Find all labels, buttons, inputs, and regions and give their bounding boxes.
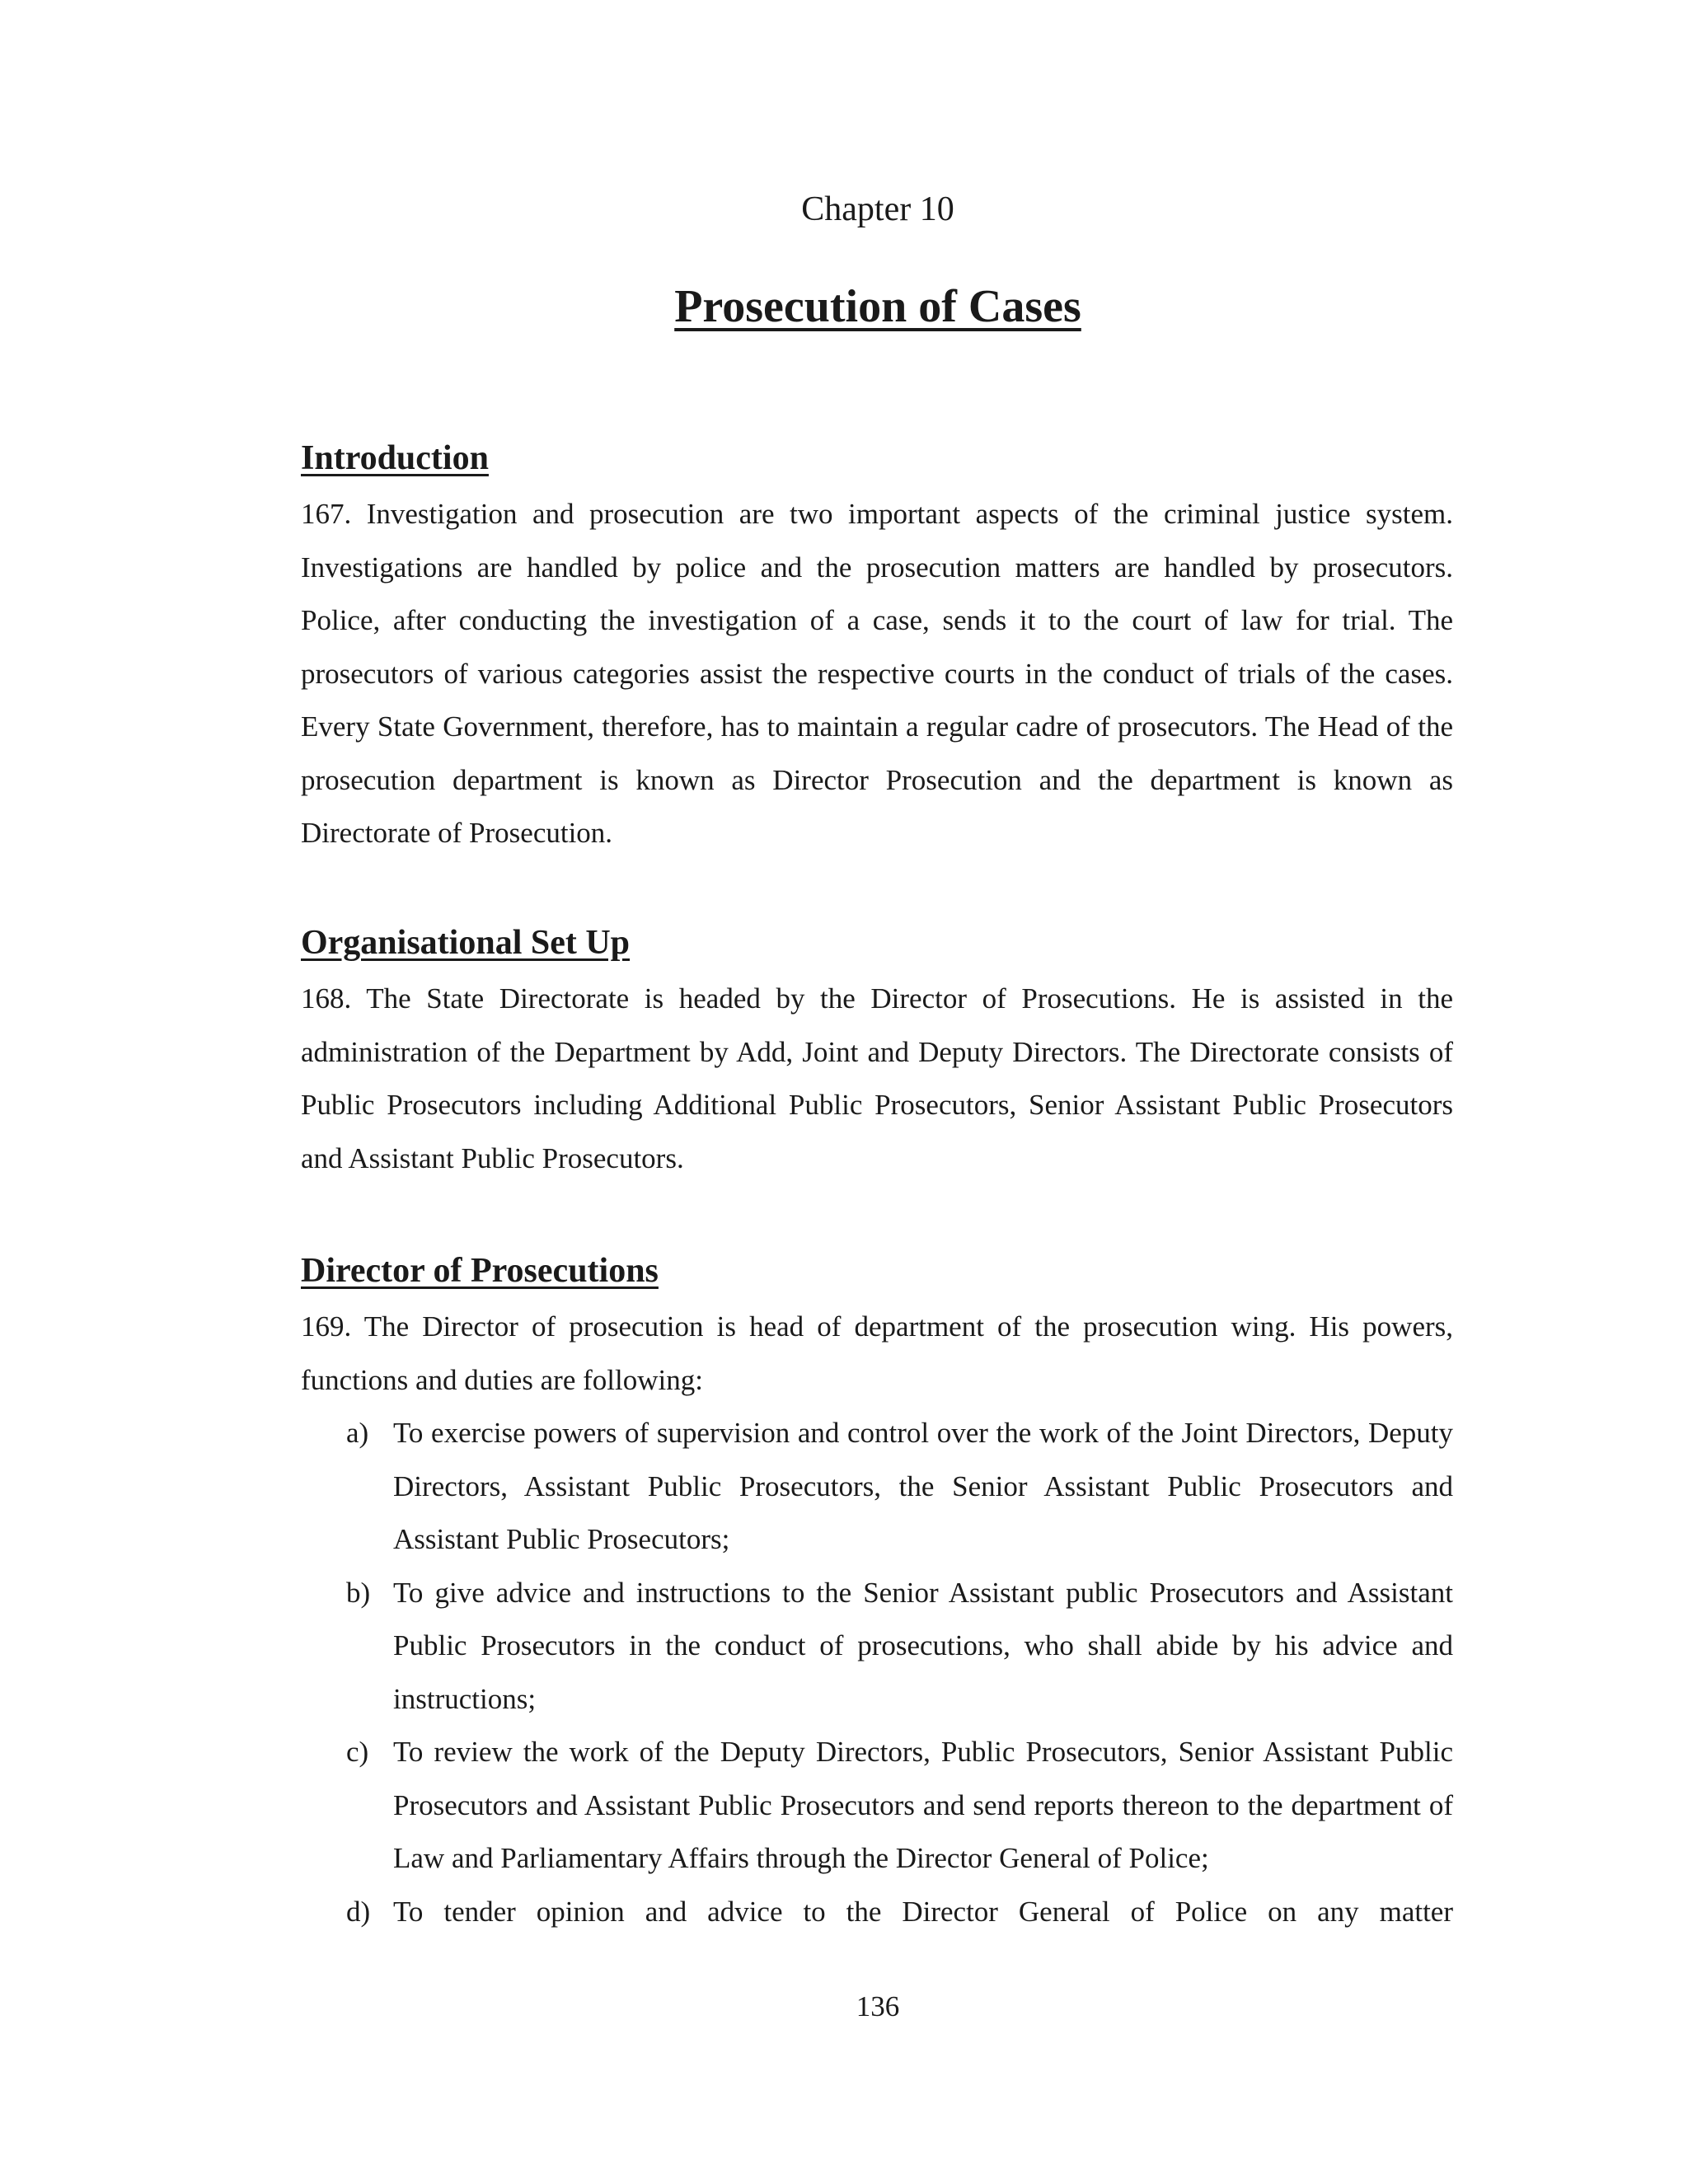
list-item [301, 1886, 1453, 1939]
section-heading-director-of-prosecutions: Director of Prosecutions [301, 1252, 659, 1290]
section-introduction [301, 434, 1453, 860]
section-organisational-set-up [301, 918, 1453, 1185]
page-number: 136 [856, 1990, 900, 2022]
paragraph-167: 167. Investigation and prosecution are two important aspects of the criminal justice system. Investigations are handled by police and the prosecution matters are handled by prosecutors. Police, after conducting the investigation of a case, sends it to the court of law for trial. The prosecutors of various categories assist the respective courts in the conduct of trials of the cases. Every State Government, therefore, has to maintain a regular cadre of prosecutors. The Head of the prosecution department is known as Director Prosecution and the department is known as Directorate of Prosecution. [301, 498, 1453, 849]
paragraph-169: 169. The Director of prosecution is head of department of the prosecution wing. His powers, functions and duties are following: [301, 1310, 1453, 1396]
list-item-text: To give advice and instructions to the Senior Assistant public Prosecutors and Assistant Public Prosecutors in the conduct of prosecutions, who shall abide by his advice and instructions; [393, 1576, 1453, 1715]
section-director-of-prosecutions [301, 1246, 1453, 1938]
list-marker: d) [346, 1895, 371, 1928]
section-heading-organisational-set-up: Organisational Set Up [301, 924, 631, 962]
duties-list [301, 1407, 1453, 1938]
list-marker: c) [346, 1736, 369, 1768]
list-item-text: To tender opinion and advice to the Director General of Police on any matter [393, 1895, 1453, 1928]
list-item [301, 1726, 1453, 1886]
section-heading-introduction: Introduction [301, 439, 489, 477]
list-marker: a) [346, 1417, 369, 1449]
list-item-text: To review the work of the Deputy Directors, Public Prosecutors, Senior Assistant Public Prosecutors and Assistant Public Prosecutors and send reports thereon to the department of Law and Parliamentary Affairs through the Director General of Police; [393, 1736, 1453, 1874]
chapter-label: Chapter 10 [801, 190, 954, 228]
list-item-text: To exercise powers of supervision and control over the work of the Joint Directors, Deputy Directors, Assistant Public Prosecutors, the Senior Assistant Public Prosecutors and Assistant Public Prosecutors; [393, 1417, 1453, 1555]
chapter-title: Prosecution of Cases [674, 281, 1081, 332]
list-item [301, 1567, 1453, 1727]
paragraph-168: 168. The State Directorate is headed by the Director of Prosecutions. He is assisted in the administration of the Department by Add, Joint and Deputy Directors. The Directorate consists of Public Prosecutors including Additional Public Prosecutors, Senior Assistant Public Prosecutors and Assistant Public Prosecutors. [301, 982, 1453, 1174]
list-marker: b) [346, 1576, 371, 1609]
list-item [301, 1407, 1453, 1567]
